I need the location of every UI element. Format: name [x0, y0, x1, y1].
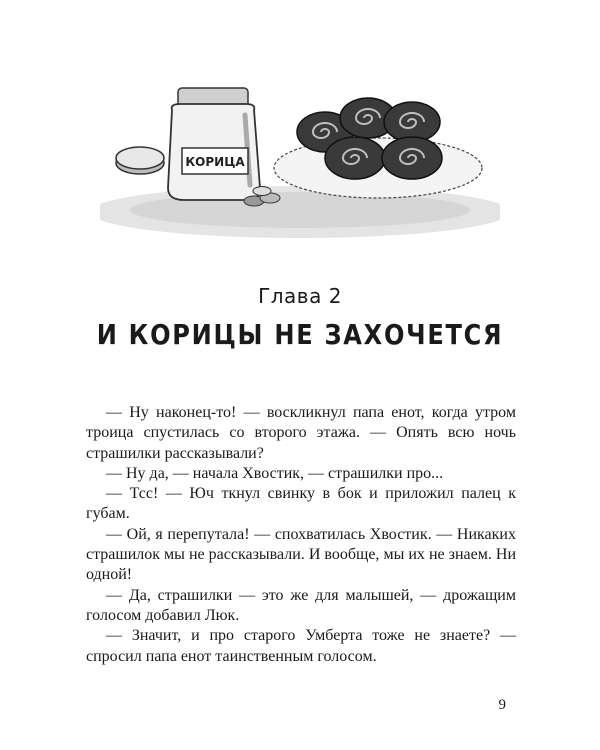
cinnamon-rolls-plate — [274, 98, 482, 198]
paragraph: — Значит, и про старого Умберта тоже не знаете? — спросил папа енот таинственным голосом. — [86, 627, 516, 665]
paragraph: — Ой, я перепутала! — спохватилась Хвостик. — Никаких страшилок мы не рассказывали. И вообще, мы их не знаем. Ни одной! — [86, 525, 516, 584]
chapter-body — [86, 403, 516, 667]
cinnamon-jar — [168, 88, 260, 200]
paragraph: — Ну наконец-то! — воскликнул папа енот, когда утром троица спустилась со второго этажа. — Опять всю ночь страшилки рассказывали? — [86, 404, 516, 462]
jar-label: КОРИЦА — [185, 155, 245, 169]
cinnamon-illustration — [100, 60, 500, 250]
page-number: 9 — [498, 697, 506, 713]
chapter-label: Глава 2 — [258, 284, 342, 308]
paragraph: — Тсс! — Юч ткнул свинку в бок и приложил палец к губам. — [86, 485, 516, 523]
chapter-title: И КОРИЦЫ НЕ ЗАХОЧЕТСЯ — [96, 318, 504, 351]
paragraph: — Ну да, — начала Хвостик, — страшилки про... — [106, 464, 444, 482]
paragraph: — Да, страшилки — это же для малышей, — дрожащим голосом добавил Люк. — [86, 586, 516, 624]
